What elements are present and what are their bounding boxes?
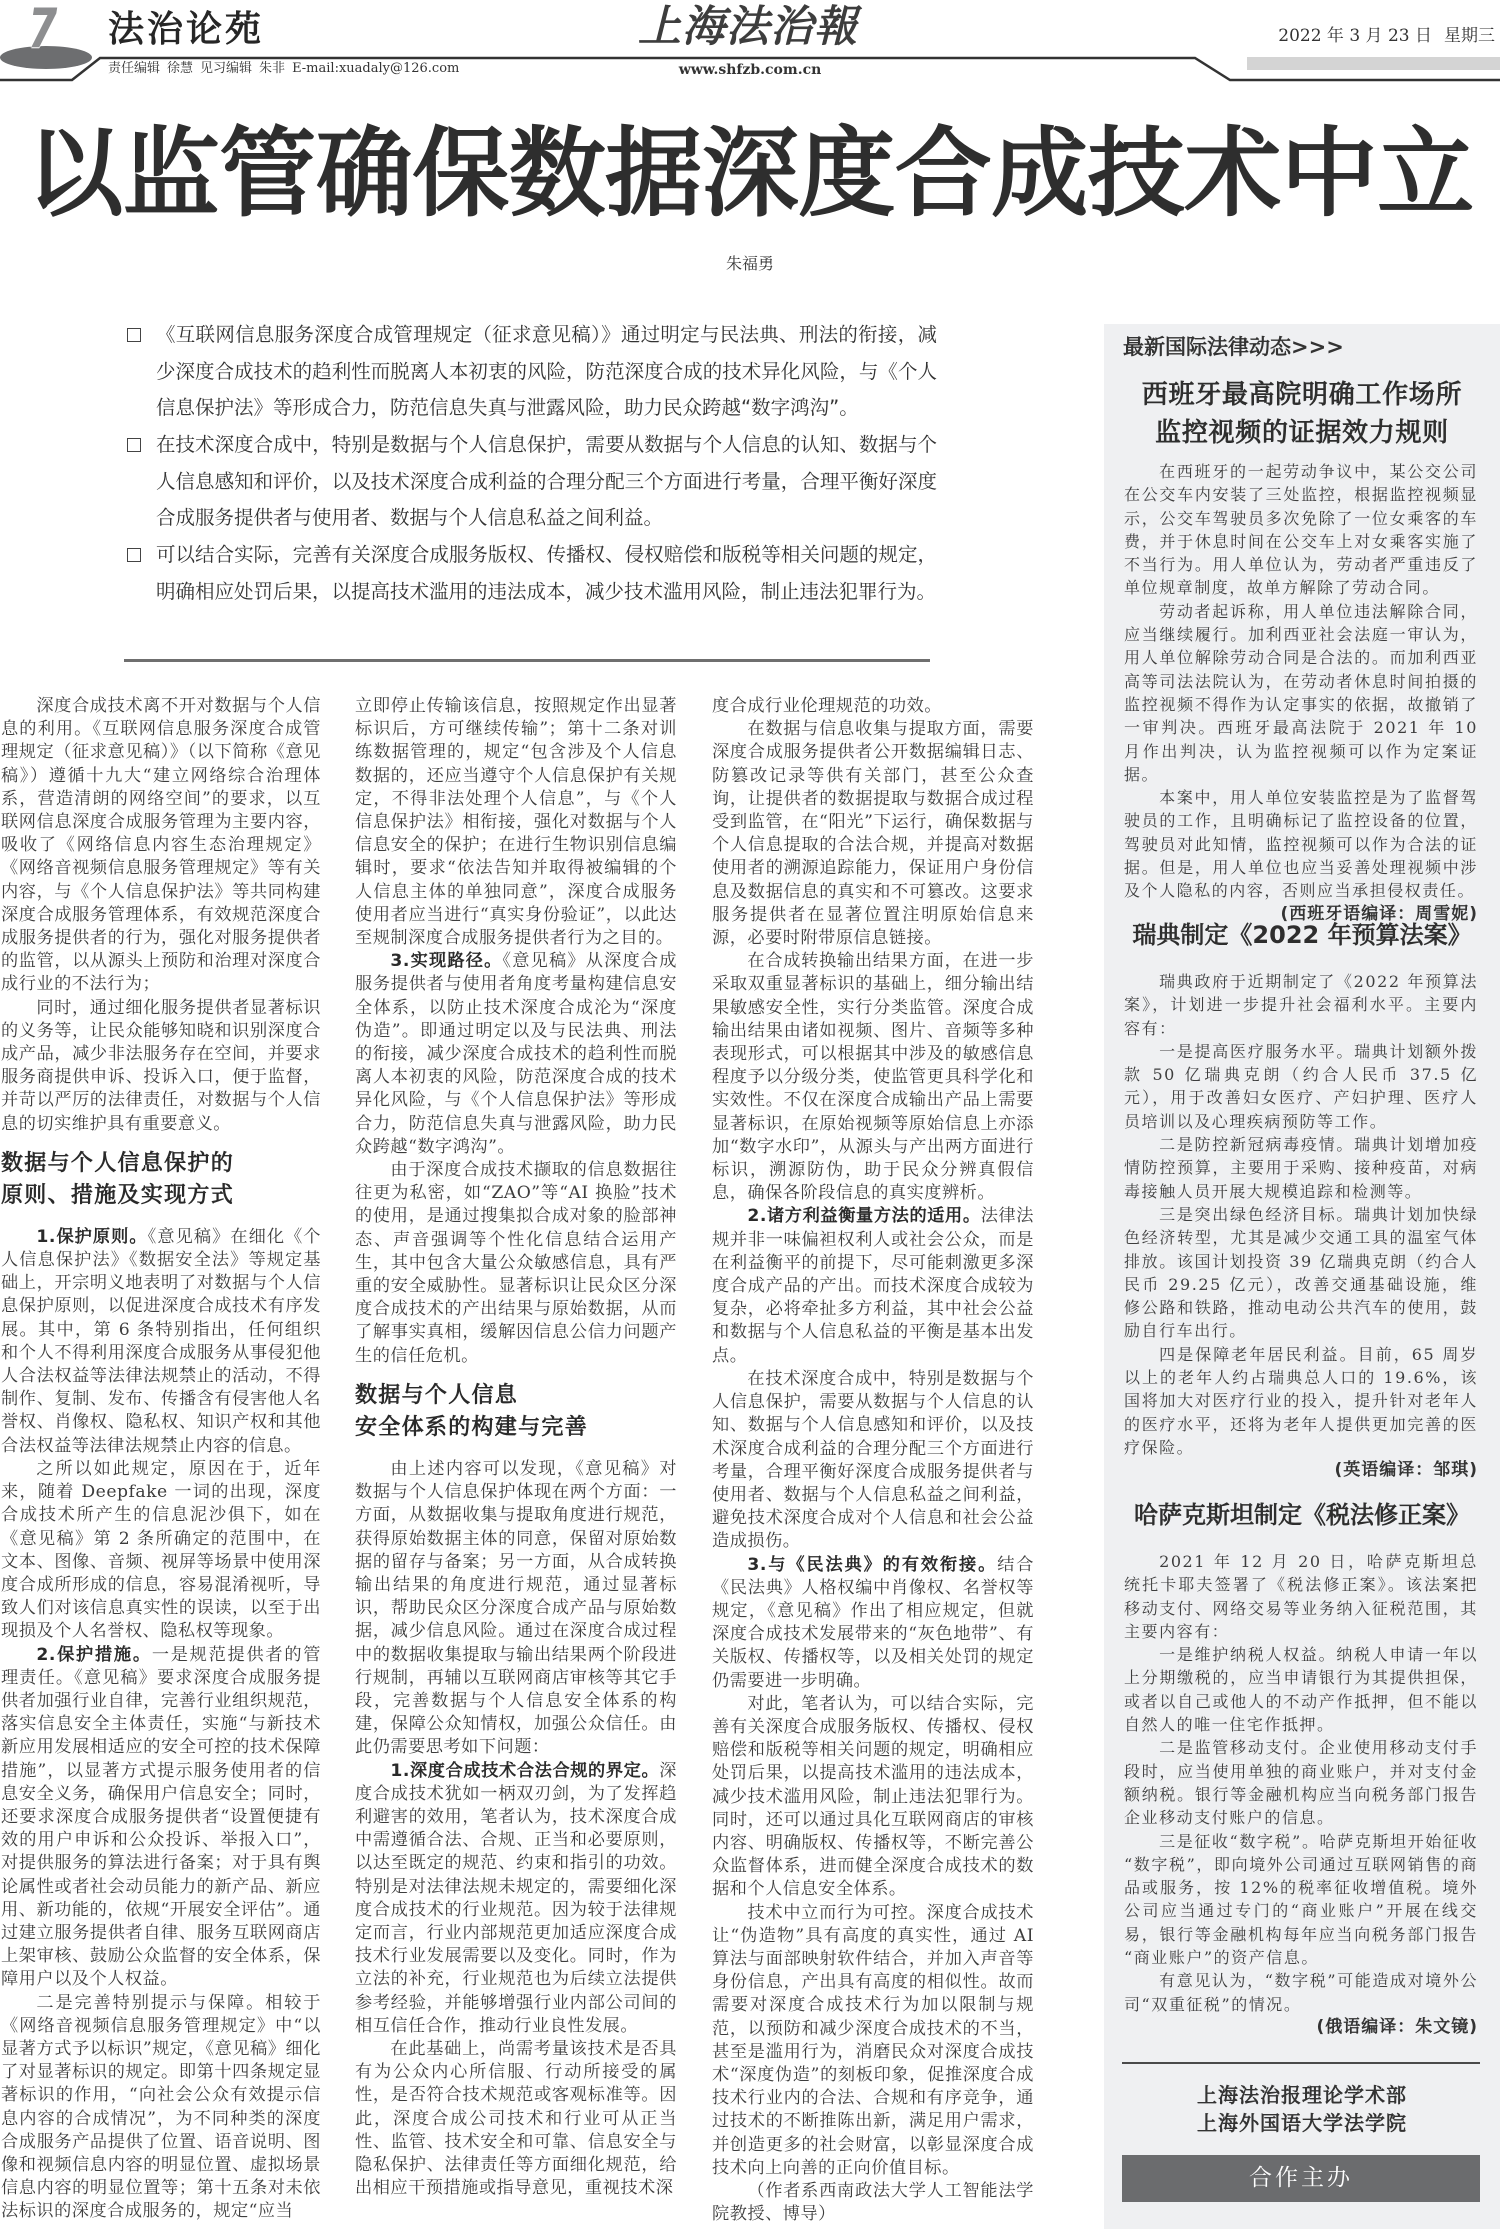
editor-credits xyxy=(108,61,466,77)
paragraph-text: 《意见稿》在细化《个人信息保护法》《数据安全法》等规定基础上，开宗明义地表明了对数据与个人信息保护原则，以促进深度合成技术有序发展。其中，第 6 条特别指出，任何组织和个人不得利用深度合成服务从事侵犯他人合法权益等法律法规禁止的活动，不得制作、复制、发布、传播含有侵害他人名誉权、肖像权、隐私权、知识产权和其他合法权益等法律法规禁止内容的信息。 xyxy=(1,1226,321,1456)
issue-date xyxy=(1278,25,1495,47)
organizers xyxy=(1104,2081,1500,2137)
issue-date-text: 2022 年 3 月 23 日 xyxy=(1278,26,1432,46)
paragraph-text: 结合《民法典》人格权编中肖像权、名誉权等规定，《意见稿》作出了相应规定，但就深度合成技术发展带来的“灰色地带”、有关版权、传播权等，以及相关处罚的规定仍需要进一步明确。 xyxy=(712,1554,1034,1691)
translator-credit: (西班牙语编译：周雪妮) xyxy=(1280,903,1478,924)
header-gray-bar xyxy=(1247,57,1500,70)
sidebar-paragraph: 二是监管移动支付。企业使用移动支付手段时，应当使用单独的商业账户，并对支付金额纳税。银行等金融机构应当向税务部门报告企业移动支付账户的信息。 xyxy=(1124,1738,1478,1828)
sidebar-paragraph: 本案中，用人单位安装监控是为了监督驾驶员的工作，且明确标记了监控设备的位置，驾驶员对此知情，监控视频可以作为合法的证据。但是，用人单位也应当妥善处理视频中涉及个人隐私的内容，否则应当承担侵权责任。 xyxy=(1124,788,1478,901)
paragraph-text: 一是规范提供者的管理责任。《意见稿》要求深度合成服务提供者加强行业自律，完善行业组织规范，落实信息安全主体责任，实施“与新技术新应用发展相适应的安全可控的技术保障措施”，以显著方式提示服务使用者的信息安全义务，确保用户信息安全；同时，还要求深度合成服务提供者“设置便捷有效的用户申诉和公众投诉、举报入口”，对提供服务的算法进行备案；对于具有舆论属性或者社会动员能力的新产品、新应用、新功能的，依规“开展安全评估”。通过建立服务提供者自律、服务互联网商店上架审核、鼓励公众监督的安全体系，保障用户以及个人权益。 xyxy=(1,1644,321,1990)
paragraph-lead: 1.深度合成技术合法合规的界定。 xyxy=(390,1760,660,1781)
section-heading xyxy=(355,1368,677,1458)
article-column-2 xyxy=(355,695,677,2229)
article-paragraph xyxy=(355,1760,677,2038)
article-paragraph: 之所以如此规定，原因在于，近年来，随着 Deepfake 一词的出现，深度合成技术所产生的信息泥沙俱下，如在《意见稿》第 2 条所确定的范围中，在文本、图像、音频、视屏等场景中使用深度合成所形成的信息，容易混淆视听，导致人们对该信息真实性的误读，以至于出现损及个人名誉权、隐私权等现象。 xyxy=(1,1458,321,1642)
article-column-3 xyxy=(712,695,1034,2229)
article-paragraph: 立即停止传输该信息，按照规定作出显著标识后，方可继续传输”；第十二条对训练数据管理的，规定“包含涉及个人信息数据的，还应当遵守个人信息保护有关规定，不得非法处理个人信息”，与《个人信息保护法》相衔接，强化对数据与个人信息安全的保护；在进行生物识别信息编辑时，要求“依法告知并取得被编辑的个人信息主体的单独同意”，深度合成服务使用者应当进行“真实身份验证”，以此达至规制深度合成服务提供者行为之目的。 xyxy=(355,696,677,949)
article-paragraph: 由于深度合成技术撷取的信息数据往往更为私密，如“ZAO”等“AI 换脸”技术的使用，是通过搜集拟合成对象的脸部神态、声音强调等个性化信息结合运用产生，其中包含大量公众敏感信息，具有严重的安全威胁性。显著标识让民众区分深度合成技术的产出结果与原始数据，从而了解事实真相，缓解因信息公信力问题产生的信任危机。 xyxy=(355,1160,677,1366)
sidebar-divider xyxy=(1122,2062,1480,2064)
square-bullet-icon xyxy=(127,548,141,562)
section-heading-line: 数据与个人信息 xyxy=(355,1382,519,1408)
article-paragraph: 在合成转换输出结果方面，在进一步采取双重显著标识的基础上，细分输出结果敏感安全性，实行分类监管。深度合成输出结果由诸如视频、图片、音频等多种表现形式，可以根据其中涉及的敏感信息程度予以分级分类，使监管更具科学化和实效性。不仅在深度合成输出产品上需要显著标识，在原始视频等原始信息上亦添加“数字水印”，从源头与产出两方面进行标识，溯源防伪，助于民众分辨真假信息，确保各阶段信息的真实度辨析。 xyxy=(712,951,1034,1204)
section-title: 法治论苑 xyxy=(108,9,265,50)
issue-weekday: 星期三 xyxy=(1444,26,1495,46)
sidebar-paragraph: 三是征收“数字税”。哈萨克斯坦开始征收“数字税”，即向境外公司通过互联网销售的商品或服务，按 12%的税率征收增值税。境外公司应当通过专门的“商业账户”开展在线交易，银行等金融机构每年应当向税务部门报告“商业账户”的资产信息。 xyxy=(1124,1831,1478,1968)
sidebar-article-body xyxy=(1124,1550,1478,2039)
trainee-editor-name: 朱非 xyxy=(259,61,286,76)
translator-credit: (英语编译：邹琪) xyxy=(1334,1460,1478,1481)
article-title: 以监管确保数据深度合成技术中立 xyxy=(26,117,1474,230)
article-author: 朱福勇 xyxy=(725,254,774,273)
paragraph-lead: 2.保护措施。 xyxy=(36,1644,152,1665)
sidebar-article-body xyxy=(1124,460,1478,926)
sidebar-article-title: 瑞典制定《2022 年预算法案》 xyxy=(1132,921,1472,949)
paragraph-lead: 3.实现路径。 xyxy=(390,951,503,972)
sidebar-paragraph: 瑞典政府于近期制定了《2022 年预算法案》，计划进一步提升社会福利水平。主要内容有： xyxy=(1124,972,1478,1038)
organizer-name: 上海外国语大学法学院 xyxy=(1197,2111,1407,2135)
summary-item xyxy=(127,427,939,537)
sidebar-title-line: 西班牙最高院明确工作场所 xyxy=(1141,380,1463,410)
sidebar-paragraph: 三是突出绿色经济目标。瑞典计划加快绿色经济转型，尤其是减少交通工具的温室气体排放。该国计划投资 39 亿瑞典克朗（约合人民币 29.25 亿元），改善交通基础设施，维修公路和铁路，推动电动公共汽车的使用，鼓励自行车出行。 xyxy=(1124,1204,1478,1341)
article-paragraph: 由上述内容可以发现，《意见稿》对数据与个人信息保护体现在两个方面：一方面，从数据收集与提取角度进行规范，获得原始数据主体的同意，保留对原始数据的留存与备案；另一方面，从合成转换输出结果的角度进行规范，通过显著标识，帮助民众区分深度合成产品与原始数据，减少信息风险。通过在深度合成过程中的数据收集提取与输出结果两个阶段进行规制，再辅以互联网商店审核等其它手段，完善数据与个人信息安全体系的构建，保障公众知情权，加强公众信任。由此仍需要思考如下问题： xyxy=(355,1458,677,1758)
square-bullet-icon xyxy=(127,438,141,452)
section-heading-line: 数据与个人信息保护的 xyxy=(1,1150,235,1176)
paragraph-text: 《意见稿》从深度合成服务提供者与使用者角度考量构建信息安全体系，以防止技术深度合成沦为“深度伪造”。即通过明定以及与民法典、刑法的衔接，减少深度合成技术的趋利性而脱离人本初衷的风险，防范深度合成的技术异化风险，与《个人信息保护法》等形成合力，防范信息失真与泄露风险，助力民众跨越“数字鸿沟”。 xyxy=(355,951,677,1157)
page-number: 7 xyxy=(28,0,58,60)
sidebar-paragraph: 2021 年 12 月 20 日，哈萨克斯坦总统托卡耶夫签署了《税法修正案》。该法案把移动支付、网络交易等业务纳入征税范围，其主要内容有： xyxy=(1124,1552,1478,1641)
article-paragraph: 深度合成技术离不开对数据与个人信息的利用。《互联网信息服务深度合成管理规定（征求意见稿）》（以下简称《意见稿》）遵循十九大“建立网络综合治理体系，营造清朗的网络空间”的要求，以互联网信息深度合成服务管理为主要内容，吸收了《网络信息内容生态治理规定》《网络音视频信息服务管理规定》等有关内容，与《个人信息保护法》等共同构建深度合成服务管理体系，有效规范深度合成服务提供者的行为，强化对服务提供者的监管，以从源头上预防和治理对深度合成行业的不法行为； xyxy=(1,696,321,995)
summary-text: 在技术深度合成中，特别是数据与个人信息保护，需要从数据与个人信息的认知、数据与个人信息感知和评价，以及技术深度合成利益的合理分配三个方面进行考量，合理平衡好深度合成服务提供者与使用者、数据与个人信息私益之间利益。 xyxy=(156,433,937,530)
author-note: （作者系西南政法大学人工智能法学院教授、博导） xyxy=(712,2181,1034,2225)
international-law-sidebar xyxy=(1104,324,1500,2229)
newspaper-logo: 上海法治報 xyxy=(638,2,858,52)
article-paragraph: 在技术深度合成中，特别是数据与个人信息保护，需要从数据与个人信息的认知、数据与个人信息感知和评价，以及技术深度合成利益的合理分配三个方面进行考量，合理平衡好深度合成服务提供者与使用者、数据与个人信息私益之间利益，避免技术深度合成对个人信息和社会公益造成损伤。 xyxy=(712,1368,1034,1552)
sidebar-article-body xyxy=(1124,970,1478,1483)
sidebar-paragraph: 在西班牙的一起劳动争议中，某公交公司在公交车内安装了三处监控，根据监控视频显示，公交车驾驶员多次免除了一位女乘客的车费，并于休息时间在公交车上对女乘客实施了不当行为。用人单位认为，劳动者严重违反了单位规章制度，故单方解除了劳动合同。 xyxy=(1124,462,1478,598)
article-paragraph: 对此，笔者认为，可以结合实际，完善有关深度合成服务版权、传播权、侵权赔偿和版税等相关问题的规定，明确相应处罚后果，以提高技术滥用的违法成本，减少技术滥用风险，制止违法犯罪行为。同时，还可以通过具化互联网商店的审核内容、明确版权、传播权等，不断完善公众监督体系，进而健全深度合成技术的数据和个人信息安全体系。 xyxy=(712,1693,1034,1900)
sidebar-paragraph: 四是保障老年居民利益。目前，65 周岁以上的老年人约占瑞典总人口的 19.6%，该国将加大对医疗行业的投入，提升针对老年人的医疗水平，还将为老年人提供更加完善的医疗保险。 xyxy=(1124,1344,1478,1457)
paragraph-text: 法律法规并非一味偏袒权利人或社会公众，而是在利益衡平的前提下，尽可能刺激更多深度合成产品的产出。而技术深度合成较为复杂，必将牵扯多方利益，其中社会公益和数据与个人信息私益的平衡是基本出发点。 xyxy=(712,1206,1034,1366)
sidebar-paragraph: 有意见认为，“数字税”可能造成对境外公司“双重征税”的情况。 xyxy=(1124,1971,1478,2014)
square-bullet-icon xyxy=(127,328,141,342)
sidebar-article-title: 哈萨克斯坦制定《税法修正案》 xyxy=(1134,1501,1470,1529)
article-paragraph: 在此基础上，尚需考量该技术是否具有为公众内心所信服、行动所接受的属性，是否符合技术规范或客观标准等。因此，深度合成公司技术和行业可从正当性、监管、技术安全和可靠、信息安全与隐私保护、法律责任等方面细化规范，给出相应干预措施或指导意见，重视技术深 xyxy=(355,2038,677,2199)
article-paragraph xyxy=(355,950,677,1159)
paragraph-lead: 2.诸方利益衡量方法的适用。 xyxy=(747,1206,981,1227)
sidebar-paragraph: 劳动者起诉称，用人单位违法解除合同，应当继续履行。加利西亚社会法庭一审认为，用人单位解除劳动合同是合法的。而加利西亚高等司法法院认为，在劳动者休息时间拍摄的监控视频不得作为认定事实的依据，故撤销了一审判决。西班牙最高法院于 2021 年 10 月作出判决，认为监控视频可以作为定案证据。 xyxy=(1124,601,1478,784)
article-paragraph: 二是完善特别提示与保障。相较于《网络音视频信息服务管理规定》中“以显著方式予以标识”规定，《意见稿》细化了对显著标识的规定。即第十四条规定显著标识的作用，“向社会公众有效提示信息内容的合成情况”，为不同种类的深度合成服务产品提供了位置、语音说明、图像和视频信息内容的明显位置、虚拟场景信息内容的明显位置等；第十五条对未依法标识的深度合成服务的，规定“应当 xyxy=(1,1992,321,2222)
summary-text: 《互联网信息服务深度合成管理规定（征求意见稿）》通过明定与民法典、刑法的衔接，减少深度合成技术的趋利性而脱离人本初衷的风险，防范深度合成的技术异化风险，与《个人信息保护法》等形成合力，防范信息失真与泄露风险，助力民众跨越“数字鸿沟”。 xyxy=(156,323,937,420)
summary-item xyxy=(127,317,939,427)
section-heading xyxy=(1,1136,321,1226)
sidebar-paragraph: 二是防控新冠病毒疫情。瑞典计划增加疫情防控预算，主要用于采购、接种疫苗，对病毒接触人员开展大规模追踪和检测等。 xyxy=(1124,1135,1478,1201)
article-paragraph xyxy=(712,1554,1034,1693)
paragraph-lead: 1.保护原则。 xyxy=(36,1226,148,1247)
paragraph-text: 深度合成技术犹如一柄双刃剑，为了发挥趋利避害的效用，笔者认为，技术深度合成中需遵循合法、合规、正当和必要原则，以达至既定的规范、约束和指引的功效。特别是对法律法规未规定的，需要细化深度合成技术的行业规范。因为较于法律规定而言，行业内部规范更加适应深度合成技术行业发展需要以及变化。同时，作为立法的补充，行业规范也为后续立法提供参考经验，并能够增强行业内部公司间的相互信任合作，推动行业良性发展。 xyxy=(355,1760,677,2036)
article-paragraph: 技术中立而行为可控。深度合成技术让“伪造物”具有高度的真实性，通过 AI 算法与面部映射软件结合，并加入声音等身份信息，产出具有高度的相似性。故而需要对深度合成技术行为加以限制与规范，以预防和减少深度合成技术的不当，甚至是滥用行为，消磨民众对深度合成技术“深度伪造”的刻板印象，促推深度合成技术行业内的合法、合规和有序竞争，通过技术的不断推陈出新，满足用户需求，并创造更多的社会财富，以彰显深度合成技术向上向善的正向价值目标。 xyxy=(712,1902,1034,2178)
cohost-label: 合作主办 xyxy=(1122,2155,1480,2202)
trainee-editor-label: 见习编辑 xyxy=(200,61,253,76)
section-heading-line: 安全体系的构建与完善 xyxy=(355,1414,589,1440)
article-paragraph xyxy=(1,1644,321,1992)
sidebar-title-line: 监控视频的证据效力规则 xyxy=(1155,418,1449,448)
section-heading-line: 原则、措施及实现方式 xyxy=(1,1182,235,1208)
editor-name: 徐慧 xyxy=(167,61,194,76)
newspaper-website: www.shfzb.com.cn xyxy=(678,62,822,78)
article-paragraph: 在数据与信息收集与提取方面，需要深度合成服务提供者公开数据编辑日志、防篡改记录等供有关部门，甚至公众查询，让提供者的数据提取与数据合成过程受到监管，在“阳光”下运行，确保数据与个人信息提取的合法合规，并提高对数据使用者的溯源追踪能力，保证用户身份信息及数据信息的真实和不可篡改。这要求服务提供者在显著位置注明原始信息来源，必要时附带原信息链接。 xyxy=(712,719,1034,949)
editor-label: 责任编辑 xyxy=(108,61,161,76)
sidebar-paragraph: 一是维护纳税人权益。纳税人申请一年以上分期缴税的，应当申请银行为其提供担保，或者以自己或他人的不动产作抵押，但不能以自然人的唯一住宅作抵押。 xyxy=(1124,1645,1478,1735)
editor-email: E-mail:xuadaly@126.com xyxy=(292,61,460,76)
summary-item xyxy=(127,537,939,647)
sidebar-kicker: 最新国际法律动态>>> xyxy=(1123,335,1344,359)
summary-divider xyxy=(124,659,930,662)
article-paragraph xyxy=(712,1205,1034,1367)
paragraph-lead: 3.与《民法典》的有效衔接。 xyxy=(747,1554,998,1575)
summary-text: 可以结合实际，完善有关深度合成服务版权、传播权、侵权赔偿和版税等相关问题的规定，明确相应处罚后果，以提高技术滥用的违法成本，减少技术滥用风险，制止违法犯罪行为。 xyxy=(156,543,937,603)
article-paragraph: 度合成行业伦理规范的功效。 xyxy=(712,696,942,716)
article-paragraph xyxy=(1,1226,321,1458)
article-column-1 xyxy=(1,695,321,2229)
translator-credit: (俄语编译：朱文镜) xyxy=(1316,2016,1478,2037)
sidebar-paragraph: 一是提高医疗服务水平。瑞典计划额外拨款 50 亿瑞典克朗（约合人民币 37.5 亿元），用于改善妇女医疗、产妇护理、医疗人员培训以及心理疾病预防等工作。 xyxy=(1124,1041,1478,1131)
sidebar-article-title xyxy=(1104,376,1500,452)
organizer-name: 上海法治报理论学术部 xyxy=(1197,2083,1407,2107)
article-paragraph: 同时，通过细化服务提供者显著标识的义务等，让民众能够知晓和识别深度合成产品，减少非法服务存在空间，并要求服务商提供申诉、投诉入口，便于监督，并苛以严厉的法律责任，对数据与个人信息的切实维护具有重要意义。 xyxy=(1,997,321,1134)
